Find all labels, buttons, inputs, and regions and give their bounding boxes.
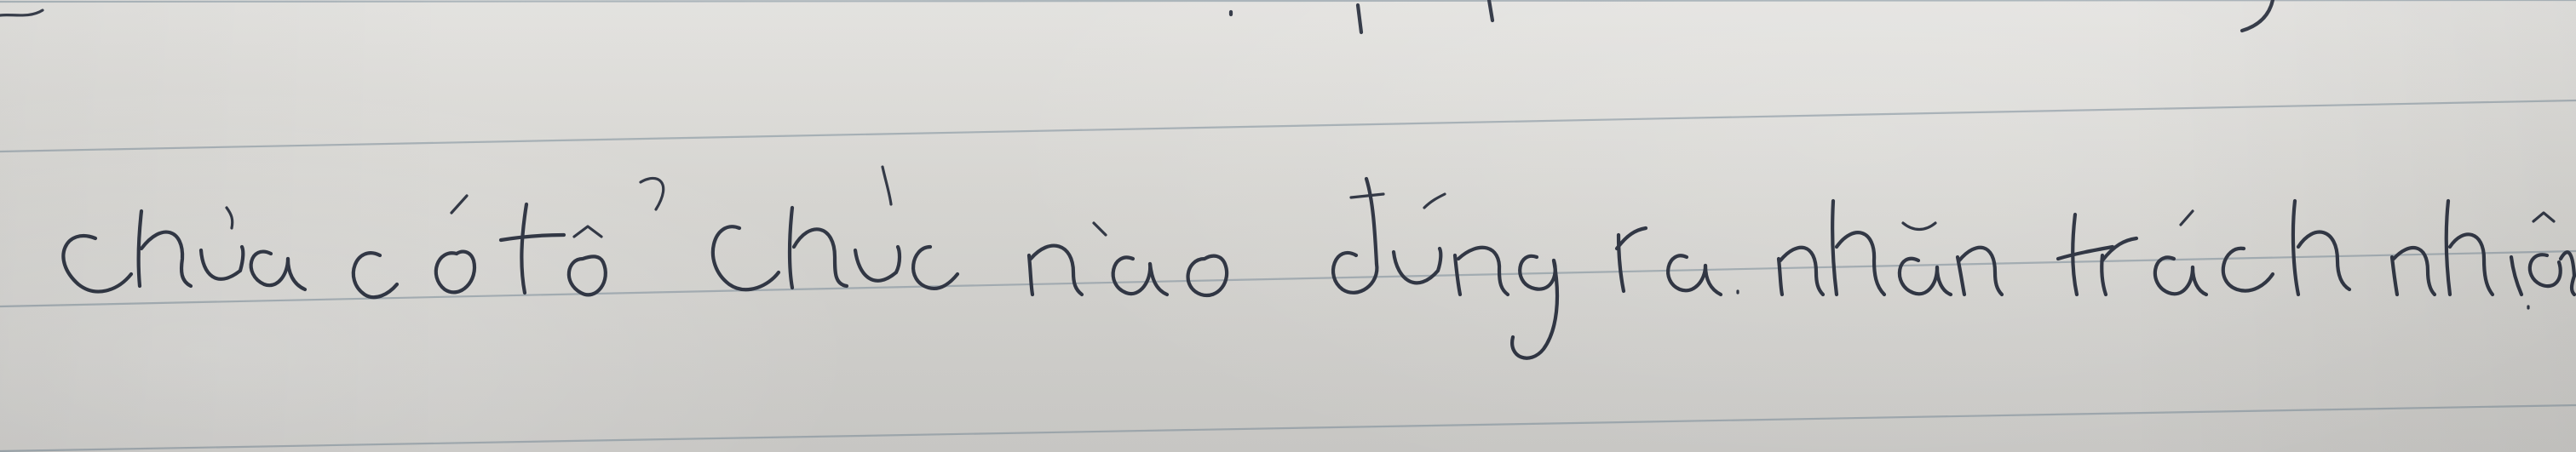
- ruled-line-top: [0, 0, 2576, 2]
- corner-mark: [0, 10, 43, 15]
- word-nhan: [1779, 201, 2002, 295]
- handwritten-sentence: [63, 167, 2574, 358]
- word-chua: [63, 208, 305, 292]
- word-to: [501, 178, 664, 295]
- word-trach: [2058, 201, 2349, 295]
- word-co: [354, 196, 474, 297]
- top-stroke-2: [1489, 0, 1492, 20]
- top-stroke-1: [1358, 5, 1361, 32]
- word-ra: [1617, 228, 1738, 295]
- top-curve-mark: [2242, 0, 2273, 31]
- word-chuc: [713, 167, 957, 289]
- ruled-line-lower: [0, 405, 2576, 451]
- ruled-line-upper: [0, 100, 2576, 152]
- word-dung: [1333, 179, 1557, 358]
- top-edge-marks: [0, 0, 2273, 32]
